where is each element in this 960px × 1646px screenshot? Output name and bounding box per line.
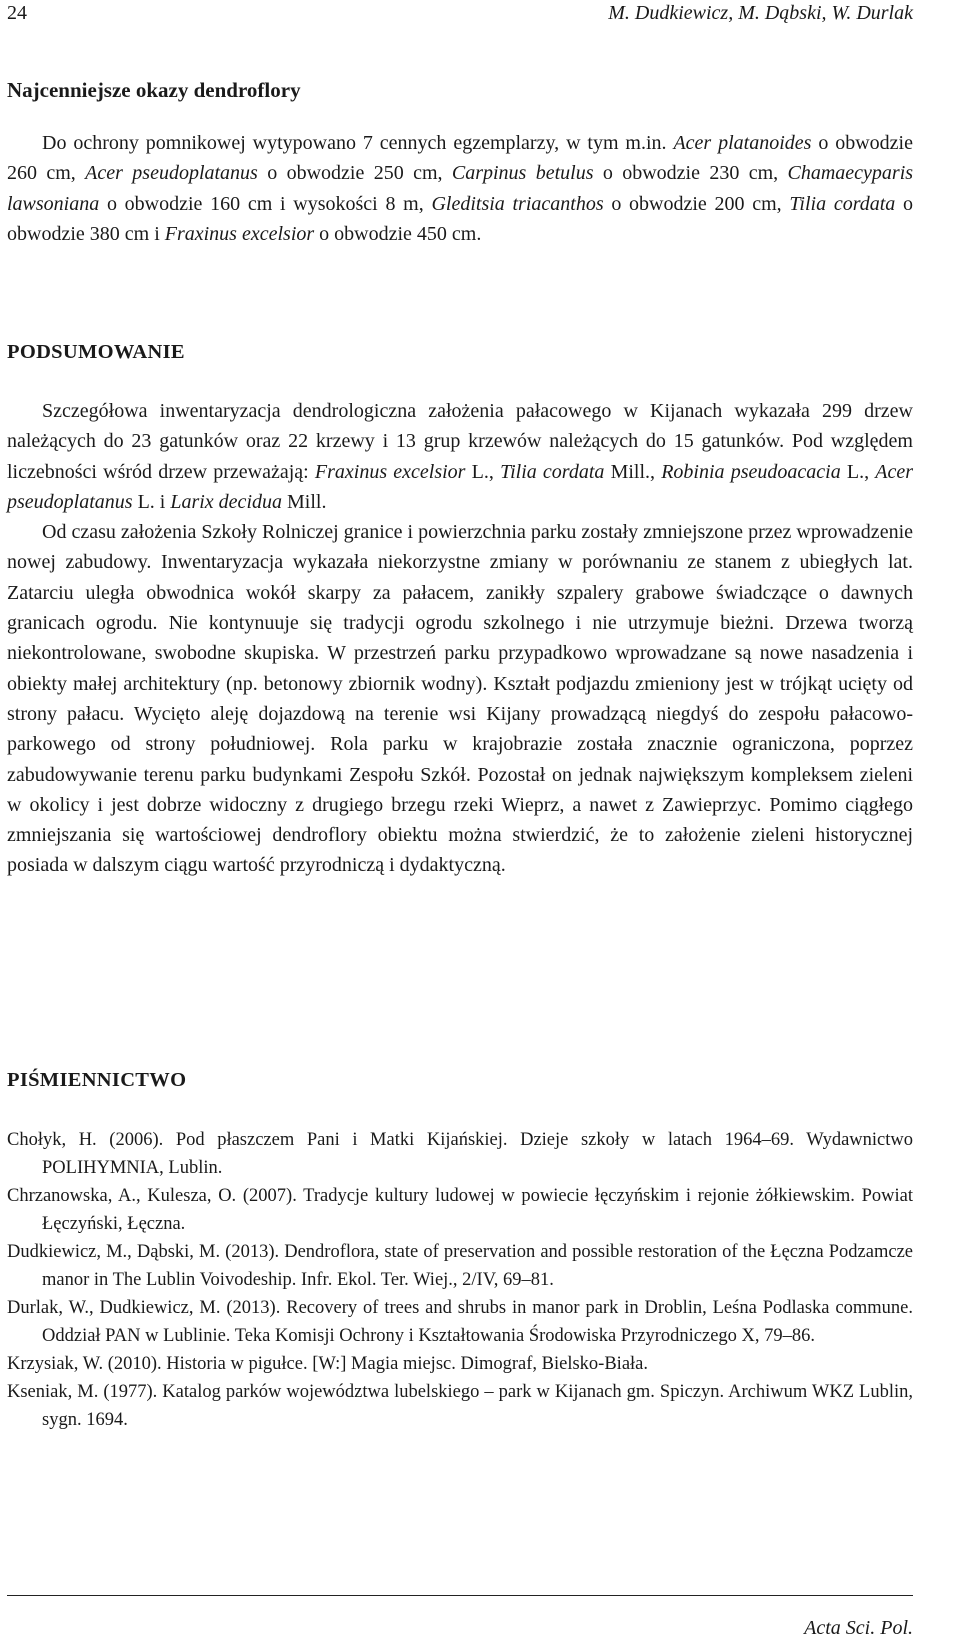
species-name: Larix decidua	[170, 490, 282, 513]
species-name: Chamaecyparis lawsoniana	[7, 162, 914, 215]
paragraph-valuable-specimens	[7, 128, 913, 249]
species-name: Robinia pseudoacacia	[661, 460, 841, 483]
document-page	[7, 0, 913, 1646]
reference-item: Chołyk, H. (2006). Pod płaszczem Pani i Matki Kijańskiej. Dzieje szkoły w latach 1964–69. Wydawnictwo POLIHYMNIA, Lublin.	[7, 1130, 913, 1178]
page-header	[7, 2, 913, 32]
summary-body	[7, 396, 913, 881]
summary-paragraph-1: Szczegółowa inwentaryzacja dendrologiczna założenia pałacowego w Kijanach wykazała 299 drzew należących do 23 gatunków oraz 22 krzewy i 13 grup krzewów należących do 15 gatunków. Pod względem liczebności wśród drzew przeważają: Fraxinus excelsior L., Tilia cordata Mill., Robinia pseudoacacia L., Acer pseudoplatanus L. i Larix decidua Mill.	[7, 400, 914, 513]
footer-divider	[7, 1595, 913, 1596]
reference-item: Chrzanowska, A., Kulesza, O. (2007). Tradycje kultury ludowej w powiecie łęczyńskim i rejonie żółkiewskim. Powiat Łęczyński, Łęczna.	[7, 1186, 913, 1234]
reference-item: Kseniak, M. (1977). Katalog parków województwa lubelskiego – park w Kijanach gm. Spiczyn. Archiwum WKZ Lublin, sygn. 1694.	[7, 1382, 913, 1430]
running-head-authors: M. Dudkiewicz, M. Dąbski, W. Durlak	[608, 2, 913, 24]
species-name: Carpinus betulus	[451, 162, 594, 185]
reference-list	[7, 1126, 913, 1434]
species-name: Acer pseudoplatanus	[7, 460, 914, 513]
species-name: Gleditsia triacanthos	[431, 192, 604, 215]
section-heading-summary: PODSUMOWANIE	[7, 341, 185, 363]
reference-item: Dudkiewicz, M., Dąbski, M. (2013). Dendroflora, state of preservation and possible restoration of the Łęczna Podzamcze manor in The Lublin Voivodeship. Infr. Ekol. Ter. Wiej., 2/IV, 69–81.	[7, 1242, 913, 1290]
paragraph-text: Do ochrony pomnikowej wytypowano 7 cennych egzemplarzy, w tym m.in. Acer platanoides o obwodzie 260 cm, Acer pseudoplatanus o obwodzie 250 cm, Carpinus betulus o obwodzie 230 cm, Chamaecyparis lawsoniana o obwodzie 160 cm i wysokości 8 m, Gleditsia triacanthos o obwodzie 200 cm, Tilia cordata o obwodzie 380 cm i Fraxinus excelsior o obwodzie 450 cm.	[7, 132, 914, 245]
section-heading-bibliography: PIŚMIENNICTWO	[7, 1069, 187, 1091]
subsection-title: Najcenniejsze okazy dendroflory	[7, 78, 301, 102]
summary-paragraph-2: Od czasu założenia Szkoły Rolniczej granice i powierzchnia parku zostały zmniejszone przez wprowadzenie nowej zabudowy. Inwentaryzacja wykazała niekorzystne zmiany w porównaniu ze stanem z ubiegłych lat. Zatarciu uległa obwodnica wokół skarpy za pałacem, zanikły szpalery grabowe świadczące o dawnych granicach ogrodu. Nie kontynuuje się tradycji ogrodu szkolnego i nie utrzymuje bieżni. Drzewa tworzą niekontrolowane, swobodne skupiska. W przestrzeń parku przypadkowo wprowadzane są nowe nasadzenia i obiekty małej architektury (np. betonowy zbiornik wodny). Kształt podjazdu zmieniony jest w trójkąt ucięty od strony pałacu. Wycięto aleję dojazdową na terenie wsi Kijany prowadzącą niegdyś do zespołu pałacowo-parkowego od strony południowej. Rola parku w krajobrazie została znacznie ograniczona, poprzez zabudowywanie terenu parku budynkami Zespołu Szkół. Pozostał on jednak największym kompleksem zieleni w okolicy i jest dobrze widoczny z drugiego brzegu rzeki Wieprz, a nawet z Zawieprzyc. Pomimo ciągłego zmniejszania się wartościowej dendroflory obiektu można stwierdzić, że to założenie zieleni historycznej posiada w dalszym ciągu wartość przyrodniczą i dydaktyczną.	[7, 521, 913, 877]
species-name: Tilia cordata	[500, 460, 605, 483]
page-number: 24	[7, 2, 27, 24]
species-name: Tilia cordata	[789, 192, 896, 215]
species-name: Fraxinus excelsior	[164, 222, 315, 245]
species-name: Acer pseudoplatanus	[85, 162, 258, 185]
species-name: Fraxinus excelsior	[314, 460, 466, 483]
footer-journal-name: Acta Sci. Pol.	[804, 1617, 913, 1639]
reference-item: Krzysiak, W. (2010). Historia w pigułce. [W:] Magia miejsc. Dimograf, Bielsko-Biała.	[7, 1354, 649, 1374]
species-name: Acer platanoides	[673, 132, 812, 154]
reference-item: Durlak, W., Dudkiewicz, M. (2013). Recovery of trees and shrubs in manor park in Droblin, Leśna Podlaska commune. Oddział PAN w Lublinie. Teka Komisji Ochrony i Kształtowania Środowiska Przyrodniczego X, 79–86.	[7, 1298, 913, 1346]
